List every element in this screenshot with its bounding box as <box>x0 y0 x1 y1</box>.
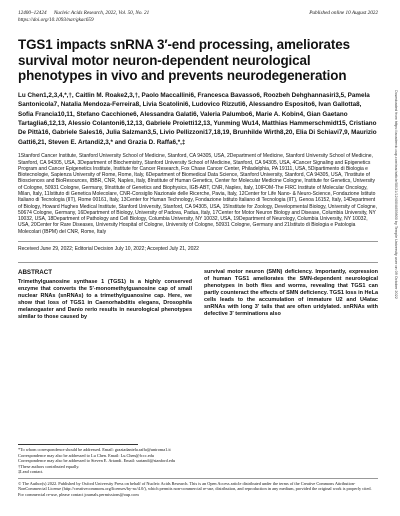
submission-dates: Received June 29, 2022; Editorial Decision July 10, 2022; Accepted July 21, 2022 <box>18 241 378 252</box>
abstract-right-column <box>204 269 378 321</box>
abstract-text-right: survival motor neuron (SMN) deficiency. Importantly, expression of human TGS1 ameliorates the SMN-dependent neurological phenotypes in both flies and worms, revealing that TGS1 can partly counteract the effects of SMN deficiency. TGS1 loss in HeLa cells leads to the accumulation of immature U2 and U4atac snRNAs with long 3′ tails that are often uridylated. snRNAs with defective 3′ terminations also <box>204 269 378 318</box>
footnote-divider <box>18 444 138 445</box>
doi-link[interactable]: https://doi.org/10.1093/nar/gkac659 <box>18 16 94 23</box>
copyright-divider <box>18 478 378 479</box>
affiliations: 1Stanford Cancer Institute, Stanford University School of Medicine, Stanford, CA 94305, USA, 2Department of Medicine, Stanford University School of Medicine, Stanford, CA 94305, USA, 3Department of Biochemistry, Stanford University School of Medicine, Stanford, CA 94305, USA, 4Cancer Signaling and Epigenetics Program and Cancer Epigenetics Institute, Institute for Cancer Research, Fox Chase Cancer Center, Philadelphia, PA 19111, USA, 5Dipartimento di Biologia e Biotecnologie, Sapienza University of Rome, Rome, Italy, 6Department of Biomedical Data Science, Stanford University, Stanford, CA 94305, USA, 7Institute of Biosciences and BioResources, IBBR, CNR, Naples, Italy, 8Institute of Human Genetics, Center for Molecular Medicine Cologne, Institute for Genetics, University of Cologne, 50931 Cologne, Germany, 9Institute of Genetics and Biophysics, IGB-ABT, CNR, Naples, Italy, 10IFOM-The FIRC Institute of Molecular Oncology, Milan, Italy, 11Istituto di Genetica Molecolare, CNR-Consiglio Nazionale delle Ricerche, Pavia, Italy, 12Center for Life Nano- & Neuro-Science, Fondazione Istituto Italiano di Tecnologia (IIT), Rome 00161, Italy, 13Center for Human Technology, Fondazione Istituto Italiano di Tecnologia (IIT), Genoa 16152, Italy, 14Department of Biology, Howard Hughes Medical Institute, Stanford University, Stanford, CA 94305, USA, 15Institute for Zoology, Developmental Biology, University of Cologne, 50674 Cologne, Germany, 16Department of Biology, University of Padova, Padua, Italy, 17Center for Motor Neuron Biology and Disease, Columbia University, NY 10032, USA, 18Department of Pathology and Cell Biology, Columbia University, NY 10032, USA, 19Department of Neurology, Columbia University, NY 10032, USA, 20Center for Rare Diseases, University Hospital of Cologne, University of Cologne, 50931 Cologne, Germany and 21Istituto di Biologia e Patologia Molecolari (IBPM) del CNR, Rome, Italy <box>18 153 377 235</box>
footnote-line: †These authors contributed equally. <box>18 463 80 469</box>
footnote-line: Correspondence may also be addressed to Lu Chen. Email: Lu.Chen@fccc.edu <box>18 452 154 458</box>
article-title: TGS1 impacts snRNA 3′-end processing, ameliorates survival motor neuron-dependent neurological phenotypes in vivo and prevents neurodegeneration <box>18 37 350 84</box>
abstract-section <box>18 262 378 321</box>
footnote-line: ‡Lead contact. <box>18 469 44 474</box>
published-date: Published online 10 August 2022 <box>309 10 378 16</box>
copyright-notice: © The Author(s) 2022. Published by Oxford University Press on behalf of Nucleic Acids Research. This is an Open Access article distributed under the terms of the Creative Commons Attribution-NonCommercial License (http://creativecommons.org/licenses/by-nc/4.0/), which permits non-commercial re-use, distribution, and reproduction in any medium, provided the original work is properly cited. For commercial re-use, please contact journals.permissions@oup.com <box>18 480 372 497</box>
footnote-line: Correspondence may also be addressed to Steven E. Artandi. Email: sartandi@stanford.edu <box>18 458 176 463</box>
article-page <box>18 10 378 321</box>
author-list: Lu Chen1,2,3,4,*,†, Caitlin M. Roake2,3,†, Paolo Maccallini6, Francesca Bavasso6, Roozbeh Dehghannasiri3,5, Pamela Santonicola7, Natalia Mendoza-Ferreira8, Livia Scatolini6, Ludovico Rizzuti6, Alessandro Esposito6, Ivan Gallotta8, Sofia Francia10,11, Stefano Cacchione6, Alessandra Galati6, Valeria Palumbo6, Marie A. Kobin4, Gian Gaetano Tartaglia6,12,13, Alessio Colantoni6,12,13, Gabriele Proietti12,13, Yunming Wu14, Matthias Hammerschmidt15, Cristiano De Pittà16, Gabriele Sales16, Julia Salzman3,5, Livio Pellizzoni17,18,19, Brunhilde Wirth8,20, Elia Di Schiavi7,9, Maurizio Gatti6,21, Steven E. Artandi2,3,* and Grazia D. Raffa6,*,‡ <box>18 91 377 146</box>
abstract-heading: ABSTRACT <box>18 269 53 277</box>
journal-citation: Nucleic Acids Research, 2022, Vol. 50, No. 21 <box>53 10 150 16</box>
page-range: 12400–12424 <box>18 10 47 16</box>
abstract-text-left: Trimethylguanosine synthase 1 (TGS1) is a highly conserved enzyme that converts the 5′-monomethylguanosine cap of small nuclear RNAs (snRNAs) to a trimethylguanosine cap. Here, we show that loss of TGS1 in Caenorhabditis elegans, Drosophila melanogaster and Danio rerio results in neurological phenotypes similar to those caused by <box>18 279 192 321</box>
abstract-left-column <box>18 269 192 321</box>
footnote-line: *To whom correspondence should be addressed. Email: graziadaniela.raffa@uniroma1.it <box>18 447 171 452</box>
footnotes <box>18 444 378 497</box>
download-watermark: Downloaded from https://academic.oup.com/nar/article/50/21/12400/6659800 by Temple University user on 09 October 2022 <box>394 90 398 299</box>
